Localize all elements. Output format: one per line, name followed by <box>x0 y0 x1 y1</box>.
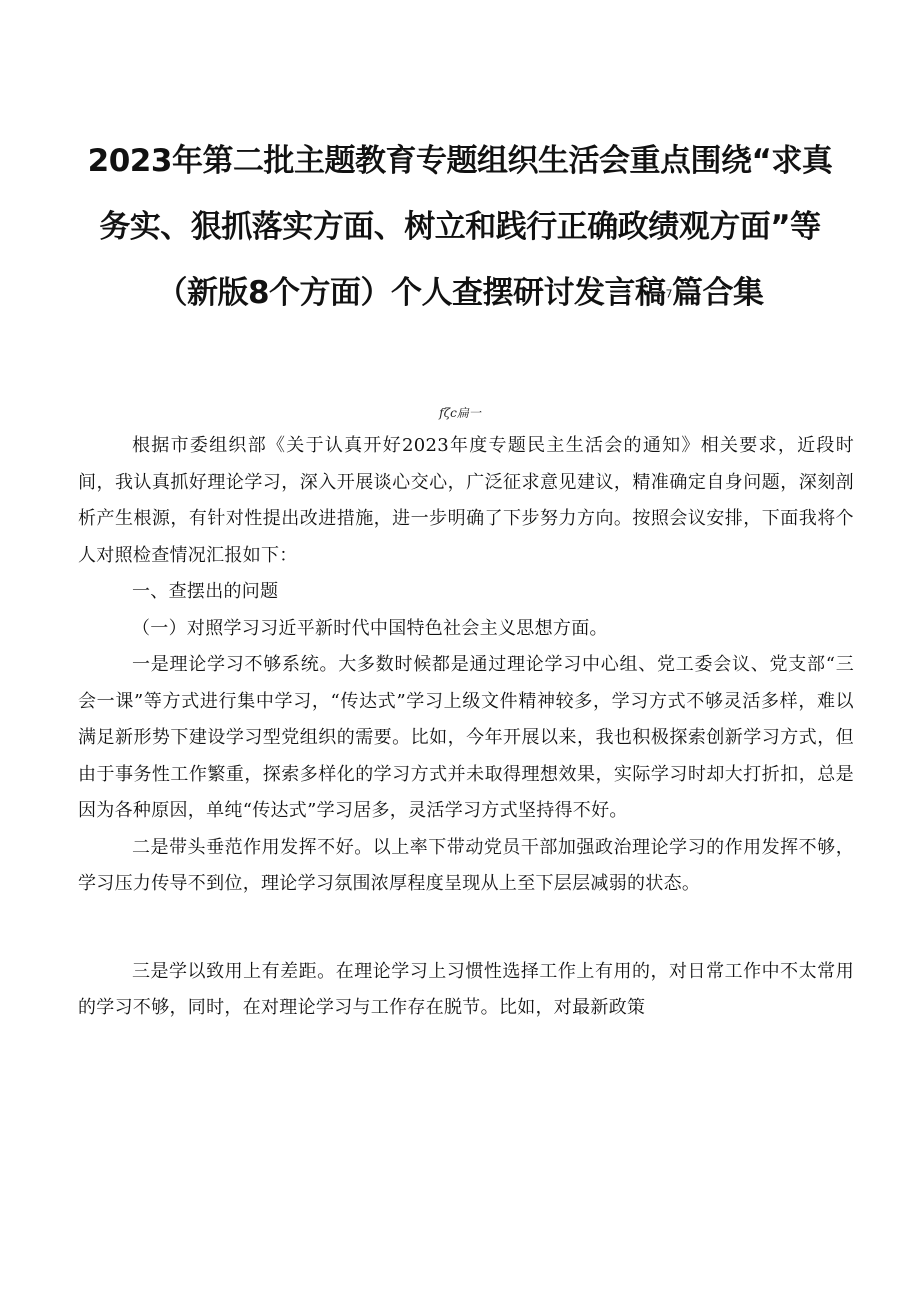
body-paragraph: 三是学以致用上有差距。在理论学习上习惯性选择工作上有用的，对日常工作中不太常用的学习不够，同时，在对理论学习与工作存在脱节。比如，对最新政策 <box>78 960 854 1018</box>
title-tail: 篇合集 <box>672 275 764 311</box>
body-paragraph: 根据市委组织部《关于认真开好2023年度专题民主生活会的通知》相关要求，近段时间，我认真抓好理论学习，深入开展谈心交心，广泛征求意见建议，精准确定自身问题，深刻剖析产生根源，有针对性提出改进措施，进一步明确了下步努力方向。按照会议安排，下面我将个人对照检查情况汇报如下： <box>78 435 854 566</box>
title-line: 2023年第二批主题教育专题组织生活会重点围绕“求真 <box>87 143 833 179</box>
document-body <box>78 428 854 1027</box>
title-line-text: （新版8个方面）个人查摆研讨发言稿 <box>156 275 666 311</box>
title-tail-small: 7 <box>665 287 673 301</box>
body-paragraph: 一是理论学习不够系统。大多数时候都是通过理论学习中心组、党工委会议、党支部“三会一课”等方式进行集中学习，“传达式”学习上级文件精神较多，学习方式不够灵活多样，难以满足新形势下建设学习型党组织的需要。比如，今年开展以来，我也积极探索创新学习方式，但由于事务性工作繁重，探索多样化的学习方式并未取得理想效果，实际学习时却大打折扣，总是因为各种原因，单纯“传达式”学习居多，灵活学习方式坚持得不好。 <box>78 654 854 821</box>
document-title <box>70 128 850 328</box>
subsection-heading: （一）对照学习习近平新时代中国特色社会主义思想方面。 <box>132 617 608 639</box>
section-heading: 一、查摆出的问题 <box>132 581 279 602</box>
title-line: 务实、狠抓落实方面、树立和践行正确政绩观方面”等 <box>99 209 821 245</box>
paragraph-gap <box>78 903 854 954</box>
title-line <box>70 260 850 328</box>
body-paragraph: 二是带头垂范作用发挥不好。以上率下带动党员干部加强政治理论学习的作用发挥不够，学习压力传导不到位，理论学习氛围浓厚程度呈现从上至下层层减弱的状态。 <box>78 836 854 894</box>
section-label: fζc扁一 <box>439 406 481 420</box>
